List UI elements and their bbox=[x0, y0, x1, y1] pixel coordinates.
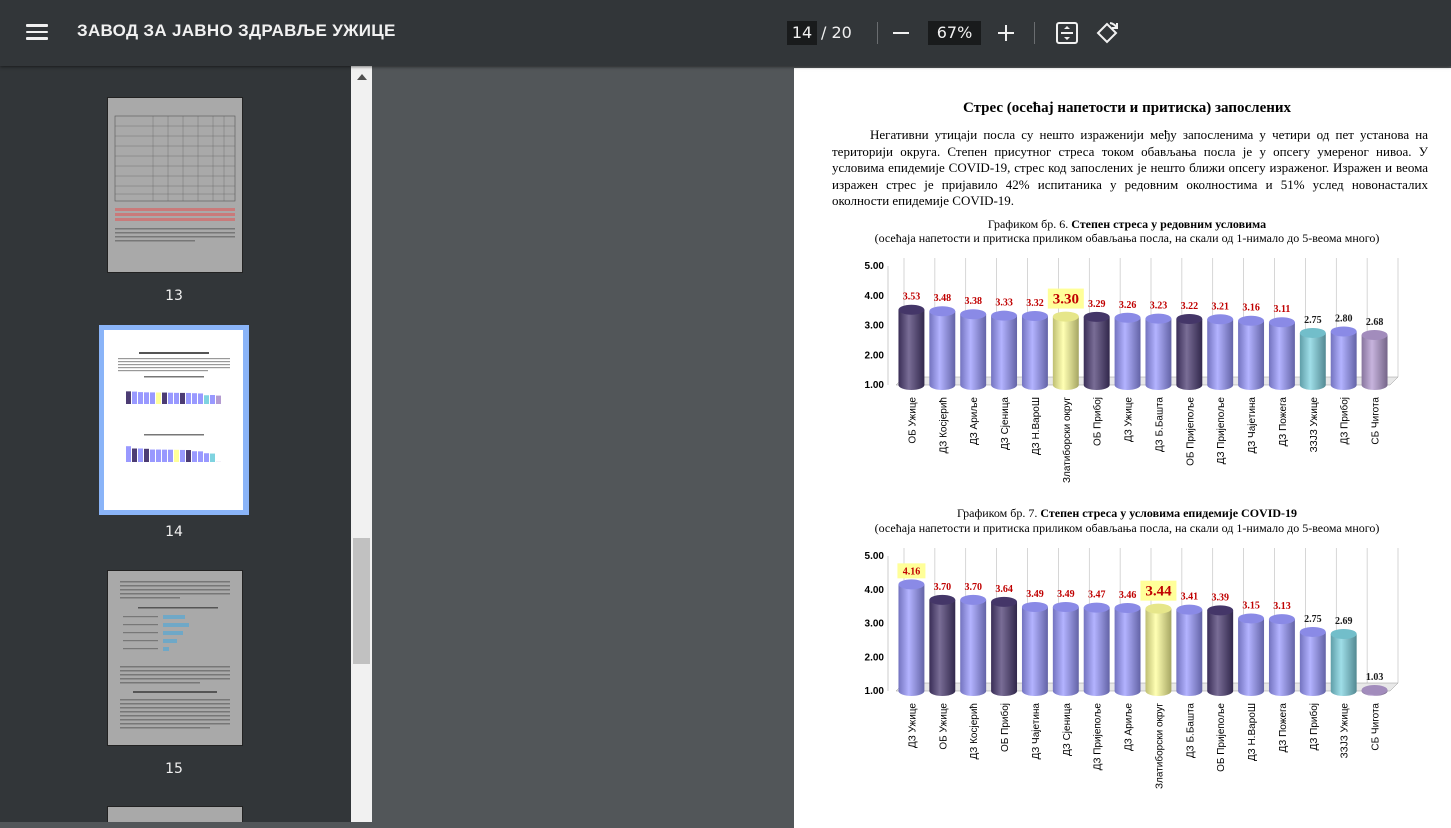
category-label: ДЗ Чајетина bbox=[1031, 703, 1042, 760]
bar-top bbox=[898, 305, 924, 315]
scroll-up-arrow-icon[interactable] bbox=[357, 74, 367, 80]
bar-top bbox=[1176, 605, 1202, 615]
bar bbox=[1300, 632, 1326, 696]
data-label: 3.30 bbox=[1053, 292, 1079, 308]
bar-top bbox=[1331, 326, 1357, 336]
data-label: 2.68 bbox=[1366, 317, 1384, 328]
bar bbox=[991, 602, 1017, 696]
bar bbox=[1269, 619, 1295, 696]
mini-bar bbox=[180, 393, 185, 404]
y-tick-label: 4.00 bbox=[865, 291, 885, 302]
bar bbox=[1300, 333, 1326, 390]
page-thumbnail-14[interactable] bbox=[104, 330, 243, 510]
data-label: 3.13 bbox=[1273, 601, 1291, 612]
data-label: 4.16 bbox=[903, 566, 921, 577]
category-label: ДЗ Ужице bbox=[907, 703, 918, 749]
mini-bar bbox=[144, 449, 149, 462]
bar-top bbox=[1362, 330, 1388, 340]
mini-bar bbox=[192, 451, 197, 462]
mini-bar bbox=[138, 392, 143, 404]
bar bbox=[1115, 318, 1141, 390]
bar-top bbox=[1053, 602, 1079, 612]
bar bbox=[991, 316, 1017, 390]
bar-top bbox=[1022, 602, 1048, 612]
mini-bar bbox=[210, 395, 215, 404]
category-label: ДЗ Ариље bbox=[1124, 703, 1135, 751]
category-label: ОБ Ужице bbox=[907, 397, 918, 444]
category-label: ДЗ Пријепоље bbox=[1093, 703, 1104, 771]
data-label: 3.70 bbox=[964, 582, 982, 593]
chart1-caption-title: Степен стреса у редовним условима bbox=[1071, 217, 1266, 231]
bar bbox=[1084, 317, 1110, 390]
bar bbox=[1207, 319, 1233, 390]
category-label: ДЗ Н.ВароШ bbox=[1031, 397, 1042, 455]
bar-top bbox=[898, 579, 924, 589]
category-label: ОБ Пријепоље bbox=[1216, 703, 1227, 772]
page-number-input[interactable]: 14 bbox=[787, 21, 817, 45]
toolbar-divider bbox=[1034, 22, 1035, 44]
zoom-level-input[interactable]: 67% bbox=[928, 21, 981, 45]
chart1-caption-prefix: Графиком бр. 6. bbox=[988, 217, 1071, 231]
bar bbox=[1269, 322, 1295, 390]
data-label: 2.80 bbox=[1335, 313, 1353, 324]
bar-top bbox=[1145, 604, 1171, 614]
mini-bar bbox=[186, 450, 191, 462]
mini-bar bbox=[126, 391, 131, 404]
data-label: 3.21 bbox=[1211, 301, 1229, 312]
data-label: 3.48 bbox=[934, 293, 952, 304]
category-label: ОБ Пријепоље bbox=[1185, 397, 1196, 466]
data-label: 2.75 bbox=[1304, 315, 1322, 326]
paragraph-text: Негативни утицаји посла су нешто израженији међу запосленима у четири од пет установа на територији округа. Степен присутног стреса током обављања посла је у опсегу умереног нивоа. У условима епидемије COVID-19, стрес код запослених је нешто ближи опсегу израженог. Изражен и веома изражен стрес је пријавило 42% испитаника у редовним околностима и 51% услед новонасталих околности епидемије COVID-19. bbox=[832, 127, 1428, 210]
toolbar-divider bbox=[877, 22, 878, 44]
bar-top bbox=[960, 595, 986, 605]
data-label: 3.49 bbox=[1026, 589, 1044, 600]
data-label: 3.53 bbox=[903, 292, 921, 303]
data-label: 3.29 bbox=[1088, 299, 1106, 310]
data-label: 3.33 bbox=[995, 298, 1013, 309]
bar-top bbox=[1207, 605, 1233, 615]
bar-top bbox=[1176, 314, 1202, 324]
mini-bar bbox=[186, 393, 191, 404]
data-label: 2.75 bbox=[1304, 614, 1322, 625]
bar bbox=[1176, 610, 1202, 696]
y-tick-label: 1.00 bbox=[865, 380, 885, 391]
category-label: ОБ Прибој bbox=[999, 703, 1011, 752]
scrollbar-thumb[interactable] bbox=[353, 538, 370, 664]
bar-top bbox=[1022, 311, 1048, 321]
bar bbox=[898, 584, 924, 696]
bar-top bbox=[1115, 603, 1141, 613]
bar-top bbox=[1269, 614, 1295, 624]
data-label: 3.15 bbox=[1242, 600, 1260, 611]
chart1-caption bbox=[794, 217, 1451, 232]
category-label: ДЗ Сјеница bbox=[1062, 703, 1073, 756]
mini-bar bbox=[210, 454, 215, 462]
data-label: 3.64 bbox=[995, 584, 1013, 595]
bar bbox=[1115, 608, 1141, 696]
mini-bar bbox=[180, 450, 185, 462]
data-label: 3.38 bbox=[964, 296, 982, 307]
bar bbox=[898, 310, 924, 390]
bar bbox=[929, 311, 955, 390]
data-label: 3.41 bbox=[1181, 592, 1199, 603]
category-label: ЗЗЈЗ Ужице bbox=[1340, 703, 1351, 759]
mini-bar bbox=[132, 449, 137, 463]
bar-top bbox=[1084, 603, 1110, 613]
mini-bar bbox=[216, 396, 221, 404]
mini-bar bbox=[156, 393, 161, 405]
chart2-caption bbox=[794, 506, 1451, 521]
bar-top bbox=[1238, 613, 1264, 623]
data-label: 3.39 bbox=[1211, 592, 1229, 603]
bar-top bbox=[1238, 316, 1264, 326]
bar-top bbox=[1269, 317, 1295, 327]
bar bbox=[1053, 607, 1079, 696]
bar-top bbox=[1331, 629, 1357, 639]
chart2-caption-title: Степен стреса у условима епидемије COVID-19 bbox=[1040, 506, 1297, 520]
bar bbox=[1238, 321, 1264, 390]
thumbnail-label: 13 bbox=[144, 288, 204, 304]
data-label: 3.47 bbox=[1088, 590, 1106, 601]
y-tick-label: 2.00 bbox=[865, 652, 885, 663]
bar bbox=[929, 600, 955, 696]
data-label: 3.70 bbox=[934, 582, 952, 593]
category-label: ДЗ Чајетина bbox=[1247, 397, 1258, 454]
bar bbox=[1145, 319, 1171, 390]
bar bbox=[960, 600, 986, 696]
bar bbox=[1022, 607, 1048, 696]
category-label: ДЗ Ужице bbox=[1124, 397, 1135, 443]
mini-bar bbox=[204, 395, 209, 404]
mini-bar bbox=[156, 450, 161, 462]
bar-top bbox=[960, 309, 986, 319]
category-label: ДЗ Пожега bbox=[1278, 703, 1289, 753]
bar-top bbox=[991, 597, 1017, 607]
document-title: ЗАВОД ЗА ЈАВНО ЗДРАВЉЕ УЖИЦЕ bbox=[77, 21, 396, 41]
y-tick-label: 5.00 bbox=[865, 261, 885, 272]
bar bbox=[1362, 335, 1388, 390]
data-label: 1.03 bbox=[1366, 672, 1384, 683]
y-tick-label: 2.00 bbox=[865, 350, 885, 361]
category-label: ДЗ Пријепоље bbox=[1216, 397, 1227, 465]
mini-bar bbox=[204, 453, 209, 462]
category-label: ЗЗЈЗ Ужице bbox=[1309, 397, 1320, 453]
bar-top bbox=[1115, 313, 1141, 323]
data-label: 3.22 bbox=[1181, 301, 1199, 312]
menu-icon[interactable] bbox=[22, 20, 52, 46]
pdf-toolbar bbox=[0, 0, 1451, 66]
category-label: ДЗ Пожега bbox=[1278, 397, 1289, 447]
category-label: Златиборски округ bbox=[1153, 703, 1165, 789]
category-label: СБ Чигота bbox=[1371, 397, 1382, 445]
bar-top bbox=[929, 306, 955, 316]
bar-top bbox=[1300, 328, 1326, 338]
thumbnail-label: 15 bbox=[144, 761, 204, 777]
data-label: 3.16 bbox=[1242, 303, 1260, 314]
data-label: 3.32 bbox=[1026, 298, 1044, 309]
bar-top bbox=[1053, 312, 1079, 322]
bar bbox=[1176, 319, 1202, 390]
fit-page-icon[interactable] bbox=[1053, 19, 1081, 47]
mini-bar bbox=[192, 393, 197, 404]
mini-bar bbox=[150, 392, 155, 404]
bar bbox=[1053, 317, 1079, 390]
page-thumbnail-15[interactable] bbox=[107, 570, 243, 746]
category-label: ДЗ Косјерић bbox=[969, 703, 980, 759]
bar-top bbox=[1362, 685, 1388, 695]
mini-bar bbox=[168, 393, 173, 404]
category-label: ДЗ Б.Башта bbox=[1154, 397, 1165, 453]
data-label: 3.46 bbox=[1119, 590, 1137, 601]
category-label: ОБ Прибој bbox=[1092, 397, 1104, 446]
mini-bar bbox=[138, 449, 143, 463]
category-label: ОБ Ужице bbox=[938, 703, 949, 750]
mini-bar bbox=[132, 392, 137, 404]
bar-top bbox=[1207, 314, 1233, 324]
bar bbox=[1238, 618, 1264, 696]
y-tick-label: 1.00 bbox=[865, 686, 885, 697]
zoom-out-button[interactable] bbox=[887, 19, 915, 47]
chart1-subcaption: (осећаја напетости и притиска приликом обављања посла, на скали од 1-нимало до 5-веома много) bbox=[794, 231, 1451, 246]
mini-bar bbox=[162, 393, 167, 404]
bar bbox=[1331, 331, 1357, 390]
category-label: ДЗ Прибој bbox=[1308, 703, 1320, 750]
data-label: 3.26 bbox=[1119, 300, 1137, 311]
bar-top bbox=[929, 595, 955, 605]
category-label: Златиборски округ bbox=[1061, 397, 1073, 483]
category-label: ДЗ Н.ВароШ bbox=[1247, 703, 1258, 761]
bar bbox=[1331, 634, 1357, 696]
bar bbox=[1022, 316, 1048, 390]
category-label: ДЗ Косјерић bbox=[938, 397, 949, 453]
bar bbox=[1084, 608, 1110, 696]
y-tick-label: 4.00 bbox=[865, 585, 885, 596]
sidebar-scrollbar[interactable] bbox=[351, 66, 372, 822]
thumbnail-label: 14 bbox=[144, 524, 204, 540]
page-thumbnail-13[interactable] bbox=[107, 97, 243, 273]
y-tick-label: 3.00 bbox=[865, 321, 885, 332]
data-label: 3.23 bbox=[1150, 301, 1168, 312]
mini-bar bbox=[174, 450, 179, 462]
bar bbox=[960, 314, 986, 390]
chart2-subcaption: (осећаја напетости и притиска приликом обављања посла, на скали од 1-нимало до 5-веома много) bbox=[794, 521, 1451, 536]
mini-bar bbox=[168, 450, 173, 462]
data-label: 3.11 bbox=[1273, 304, 1290, 315]
category-label: ДЗ Ариље bbox=[969, 397, 980, 445]
data-label: 3.49 bbox=[1057, 589, 1075, 600]
mini-bar bbox=[174, 393, 179, 404]
mini-bar bbox=[198, 451, 203, 462]
mini-bar bbox=[126, 446, 131, 462]
category-label: ДЗ Сјеница bbox=[1000, 397, 1011, 450]
chart2-caption-prefix: Графиком бр. 7. bbox=[957, 506, 1040, 520]
bar-top bbox=[1300, 627, 1326, 637]
zoom-in-button[interactable] bbox=[992, 19, 1020, 47]
category-label: СБ Чигота bbox=[1371, 703, 1382, 751]
bar-top bbox=[1145, 314, 1171, 324]
bar bbox=[1207, 610, 1233, 696]
page-total: / 20 bbox=[821, 23, 852, 42]
mini-bar bbox=[198, 393, 203, 404]
mini-bar bbox=[144, 392, 149, 404]
data-label: 3.44 bbox=[1145, 584, 1172, 600]
pdf-page bbox=[794, 68, 1451, 828]
mini-bar bbox=[162, 450, 167, 462]
data-label: 2.69 bbox=[1335, 616, 1353, 627]
bar-top bbox=[991, 311, 1017, 321]
category-label: ДЗ Б.Башта bbox=[1185, 703, 1196, 759]
category-label: ДЗ Прибој bbox=[1339, 397, 1351, 444]
bar bbox=[1145, 609, 1171, 696]
thumbnail-sidebar bbox=[0, 66, 351, 822]
rotate-icon[interactable] bbox=[1093, 19, 1121, 47]
y-tick-label: 5.00 bbox=[865, 551, 885, 562]
bar-top bbox=[1084, 312, 1110, 322]
page-thumbnail-16[interactable] bbox=[107, 806, 243, 822]
body-paragraph bbox=[832, 127, 1428, 210]
chart2 bbox=[794, 540, 1451, 828]
mini-bar bbox=[150, 450, 155, 462]
y-tick-label: 3.00 bbox=[865, 619, 885, 630]
chart1 bbox=[794, 250, 1451, 495]
section-heading: Стрес (осећај напетости и притиска) запослених bbox=[794, 100, 1451, 117]
